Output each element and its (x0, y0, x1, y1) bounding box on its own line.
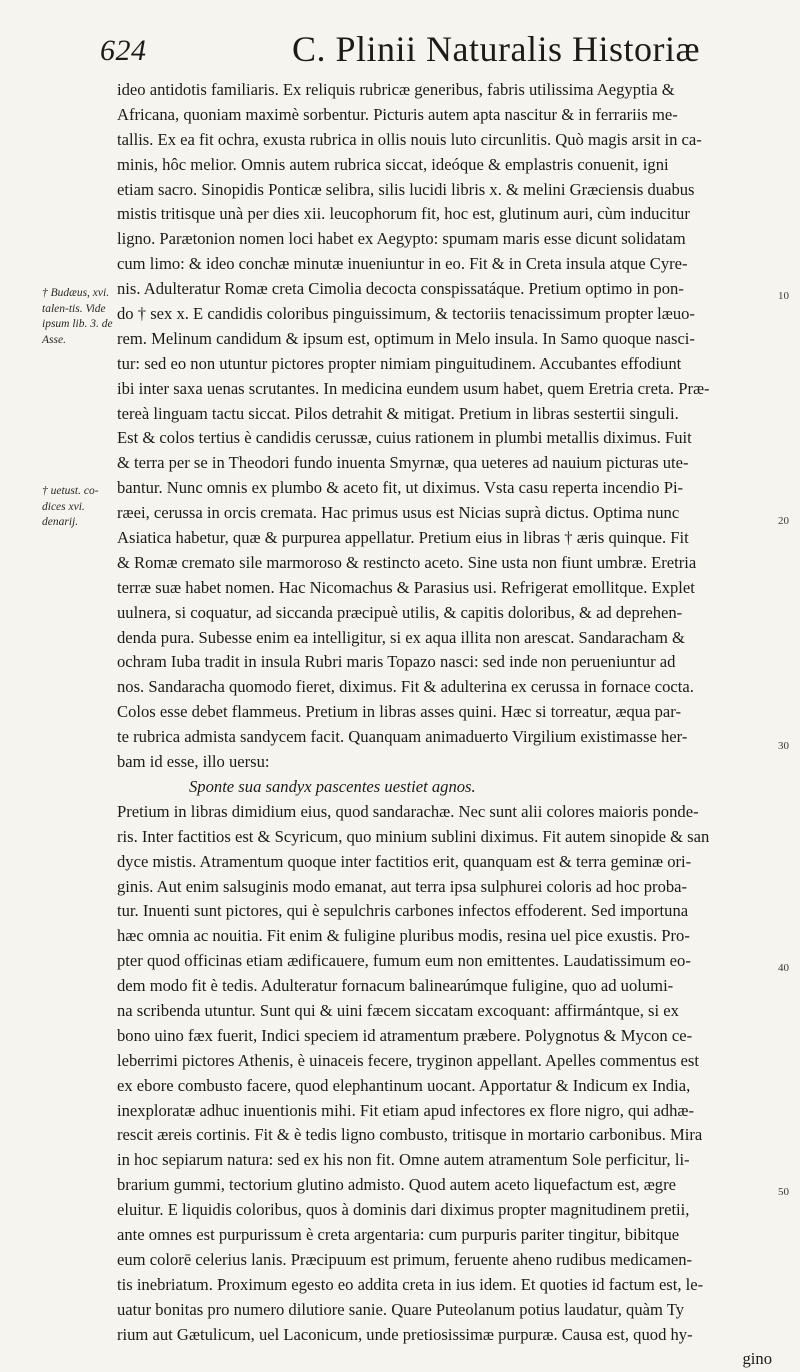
text-line: dem modo fit è tedis. Adulteratur fornacum balinearúmque fuligine, quo ad uolumi- (117, 976, 674, 996)
text-line: gino (742, 1349, 772, 1369)
text-line: inexploratæ adhuc inuentionis mihi. Fit etiam apud infectores ex flore nigro, qui adhæ- (117, 1100, 694, 1120)
text-line: bono uino fæx fuerit, Indici speciem id atramentum præbere. Polygnotus & Mycon ce- (117, 1025, 693, 1045)
text-line: ligno. Parætonion nomen loci habet ex Aegypto: spumam maris esse dicunt solidatam (117, 229, 686, 249)
text-line: tis inebriatum. Proximum egesto eo addita creta in ius idem. Et quoties id factum est, le- (117, 1274, 704, 1294)
text-line: hæc omnia ac nouitia. Fit enim & fuligine pluribus modis, resina uel pice exustis. Pro- (117, 926, 690, 946)
text-line: eum colorē celerius lanis. Præcipuum est primum, feruente aheno rudibus medicamen- (117, 1249, 693, 1269)
text-line: rescit æreis cortinis. Fit & è tedis ligno combusto, tritisque in mortario carbonibus. Mira (117, 1125, 703, 1145)
text-line: bam id esse, illo uersu: (117, 752, 270, 772)
text-line: Est & colos tertius è candidis cerussæ, cuius rationem in plumbi metallis diximus. Fuit (117, 428, 692, 448)
text-line: rem. Melinum candidum & ipsum est, optimum in Melo insula. In Samo quoque nasci- (117, 328, 695, 348)
margin-note: † uetust. co-dices xvi. denarij. (42, 485, 99, 528)
text-line: Africana, quoniam maximè sorbentur. Picturis autem apta nascitur & in ferrariis me- (117, 104, 678, 124)
margin-note: † Budæus, xvi. talen-tis. Vide ipsum lib. 3. de Asse. (42, 287, 113, 346)
text-line: terræ suæ habet nomen. Hac Nicomachus & Parasius usi. Refrigerat emollitque. Explet (117, 577, 695, 597)
text-line: uatur bonitas pro numero dilutiore sanie. Quare Puteolanum potius laudatur, quàm Ty (117, 1299, 685, 1319)
text-line: etiam sacro. Sinopidis Ponticæ selibra, silis lucidi libris x. & melini Græciensis duabus (117, 179, 695, 199)
text-line: Pretium in libras dimidium eius, quod sandarachæ. Nec sunt alii colores maioris ponde- (117, 801, 699, 821)
page-header (100, 28, 780, 78)
text-line: & Romæ cremato sile marmoroso & restincto aceto. Sine usta non fiunt umbræ. Eretria (117, 552, 697, 572)
text-line: uulnera, si coquatur, ad siccanda præcipuè utilis, & capitis doloribus, & ad deprehen- (117, 602, 683, 622)
text-body (117, 78, 772, 1372)
text-line: in hoc sepiarum natura: sed ex his non fit. Omne autem atramentum Sole perficitur, li- (117, 1150, 690, 1170)
text-line: ex ebore combusto facere, quod elephantinum uocant. Apportatur & Indicum ex India, (117, 1075, 691, 1095)
text-line: ideo antidotis familiaris. Ex reliquis rubricæ generibus, fabris utilissima Aegyptia & (117, 80, 675, 99)
text-line: Sponte sua sandyx pascentes uestiet agnos. (189, 776, 476, 796)
text-line: leberrimi pictores Athenis, è uinaceis fecere, tryginon appellant. Apelles commentus est (117, 1050, 699, 1070)
line-number: 30 (778, 740, 789, 752)
text-line: eluitur. E liquidis coloribus, quos à dominis dari diximus propter magnitudinem pretii, (117, 1200, 690, 1220)
text-line: nos. Sandaracha quomodo fieret, diximus. Fit & adulterina ex cerussa in fornace cocta. (117, 677, 694, 697)
text-line: minis, hôc melior. Omnis autem rubrica siccat, ideóque & emplastris conuenit, igni (117, 154, 669, 174)
text-line: ante omnes est purpurissum è creta argentaria: cum purpuris pariter tingitur, bibitque (117, 1224, 680, 1244)
text-line: Asiatica habetur, quæ & purpurea appellatur. Pretium eius in libras † æris quinque. Fit (117, 528, 689, 548)
text-line: & terra per se in Theodori fundo inuenta Smyrnæ, qua ueteres ad nauium picturas ute- (117, 453, 689, 473)
text-line: tur. Inuenti sunt pictores, qui è sepulchris carbones infectos effoderent. Sed importuna (117, 901, 689, 921)
text-line: cum limo: & ideo conchæ minutæ inueniuntur in eo. Fit & in Creta insula atque Cyre- (117, 254, 688, 274)
text-line: Colos esse debet flammeus. Pretium in libras asses quini. Hæc si torreatur, æqua par- (117, 702, 682, 722)
line-number: 50 (778, 1186, 789, 1198)
running-title: C. Plinii Naturalis Historiæ (292, 29, 701, 69)
line-number: 20 (778, 515, 789, 527)
text-line: bantur. Nunc omnis ex plumbo & aceto fit, ut diximus. Vsta casu reperta incendio Pi- (117, 478, 684, 498)
text-line: ochram Iuba tradit in insula Rubri maris Topazo nasci: sed inde non perueniuntur ad (117, 652, 676, 672)
text-line: tallis. Ex ea fit ochra, exusta rubrica in ollis nouis luto circunlitis. Quò magis arsit in ca- (117, 129, 702, 149)
text-line: brarium gummi, tectorium glutino admisto. Quod autem aceto liquefactum est, ægre (117, 1175, 676, 1195)
line-number: 10 (778, 290, 789, 302)
text-line: do † sex x. E candidis coloribus pinguissimum, & tectoriis tenacissimum propter læuo- (117, 304, 695, 324)
text-line: na scribenda utuntur. Sunt qui & uini fæcem siccatam excoquant: affirmántque, si ex (117, 1000, 679, 1020)
text-line: rium aut Gætulicum, uel Laconicum, unde pretiosissimæ purpuræ. Causa est, quod hy- (117, 1324, 693, 1344)
text-line: tereà linguam tactu siccat. Pilos detrahit & mitigat. Pretium in libras sestertii singuli. (117, 403, 679, 423)
text-line: tur: sed eo non utuntur pictores propter nimiam pinguitudinem. Accubantes effodiunt (117, 353, 682, 373)
text-line: te rubrica admista sandycem facit. Quanquam animaduerto Virgilium existimasse her- (117, 727, 688, 747)
text-line: denda pura. Subesse enim ea intelligitur, si ex aqua illita non arescat. Sandaracham & (117, 627, 685, 647)
text-line: pter quod officinas etiam ædificauere, fumum eum non emittentes. Laudatissimum eo- (117, 951, 691, 971)
text-line: ris. Inter factitios est & Scyricum, quo minium sublini diximus. Fit autem sinopide & san (117, 826, 710, 846)
line-number: 40 (778, 962, 789, 974)
text-line: ginis. Aut enim salsuginis modo emanat, aut terra ipsa sulphurei coloris ad hoc proba- (117, 876, 688, 896)
text-line: mistis tritisque unà per dies xii. leucophorum fit, hoc est, glutinum auri, cùm inducitur (117, 204, 690, 224)
page-number: 624 (100, 34, 147, 67)
text-line: nis. Adulteratur Romæ creta Cimolia decocta conspissatáque. Pretium optimo in pon- (117, 279, 684, 299)
text-line: dyce mistis. Atramentum quoque inter factitios erit, quanquam est & terra geminæ ori- (117, 851, 692, 871)
text-line: ibi inter saxa uenas scrutantes. In medicina eundem usum habet, quem Eretria creta. Præ- (117, 378, 710, 398)
text-line: ræei, cerussa in orcis cremata. Hac primus usus est Nicias suprà dictus. Optima nunc (117, 503, 680, 523)
